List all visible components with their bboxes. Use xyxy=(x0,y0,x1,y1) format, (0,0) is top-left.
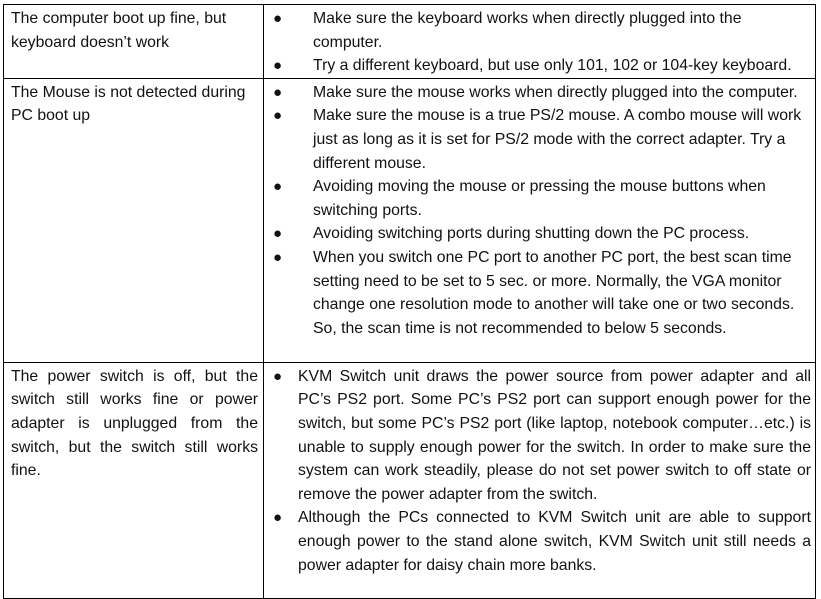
solution-cell xyxy=(264,362,816,598)
list-item xyxy=(270,7,811,54)
solution-list xyxy=(270,81,811,341)
problem-cell xyxy=(4,5,264,79)
list-item xyxy=(270,246,811,340)
solution-cell xyxy=(264,78,816,362)
table-row xyxy=(4,362,816,598)
problem-text: The power switch is off, but the switch still works fine or power adapter is unplugged from the switch, but the switch still works fine. xyxy=(11,367,258,480)
bullet-icon: ● xyxy=(273,178,283,196)
problem-text: The computer boot up fine, but keyboard doesn’t work xyxy=(11,10,227,51)
solution-text: Try a different keyboard, but use only 101, 102 or 104-key keyboard. xyxy=(313,57,792,75)
troubleshooting-table xyxy=(3,4,816,599)
bullet-icon: ● xyxy=(273,509,283,527)
solution-text: Make sure the keyboard works when directly plugged into the computer. xyxy=(313,10,742,51)
list-item xyxy=(270,54,811,78)
solution-list xyxy=(270,7,811,78)
list-item xyxy=(270,81,811,105)
bullet-icon: ● xyxy=(273,57,283,75)
problem-cell xyxy=(4,78,264,362)
bullet-icon: ● xyxy=(273,10,283,27)
bullet-icon: ● xyxy=(273,83,283,101)
bullet-icon: ● xyxy=(273,248,283,266)
list-item xyxy=(270,175,811,222)
problem-cell xyxy=(4,362,264,598)
bullet-icon: ● xyxy=(273,107,283,125)
table-row xyxy=(4,5,816,79)
solution-text: KVM Switch unit draws the power source from power adapter and all PC’s PS2 port. Some PC’s PS2 port can support enough power for the switch, but some PC’s PS2 port (like laptop, notebook computer…etc.) is unable to supply enough power for the switch. In order to make sure the system can work steadily, please do not set power switch to off state or remove the power adapter from the switch. xyxy=(298,367,811,503)
solution-text: Make sure the mouse works when directly plugged into the computer. xyxy=(313,83,798,101)
list-item xyxy=(270,365,811,507)
solution-text: When you switch one PC port to another PC port, the best scan time setting need to be set to 5 sec. or more. Normally, the VGA monitor change one resolution mode to another will take one or two seconds. So, the scan time is not recommended to below 5 seconds. xyxy=(313,248,795,337)
solution-list xyxy=(270,365,811,577)
bullet-icon: ● xyxy=(273,225,283,243)
list-item xyxy=(270,222,811,246)
bullet-icon: ● xyxy=(273,367,283,385)
solution-text: Although the PCs connected to KVM Switch unit are able to support enough power to the stand alone switch, KVM Switch unit still needs a power adapter for daisy chain more banks. xyxy=(298,509,811,574)
solution-text: Avoiding moving the mouse or pressing the mouse buttons when switching ports. xyxy=(313,178,766,219)
table-row xyxy=(4,78,816,362)
solution-text: Avoiding switching ports during shutting down the PC process. xyxy=(313,225,750,243)
solution-text: Make sure the mouse is a true PS/2 mouse. A combo mouse will work just as long as it is set for PS/2 mode with the correct adapter. Try a different mouse. xyxy=(313,107,802,172)
list-item xyxy=(270,506,811,577)
list-item xyxy=(270,104,811,175)
solution-cell xyxy=(264,5,816,79)
problem-text: The Mouse is not detected during PC boot up xyxy=(11,83,246,125)
